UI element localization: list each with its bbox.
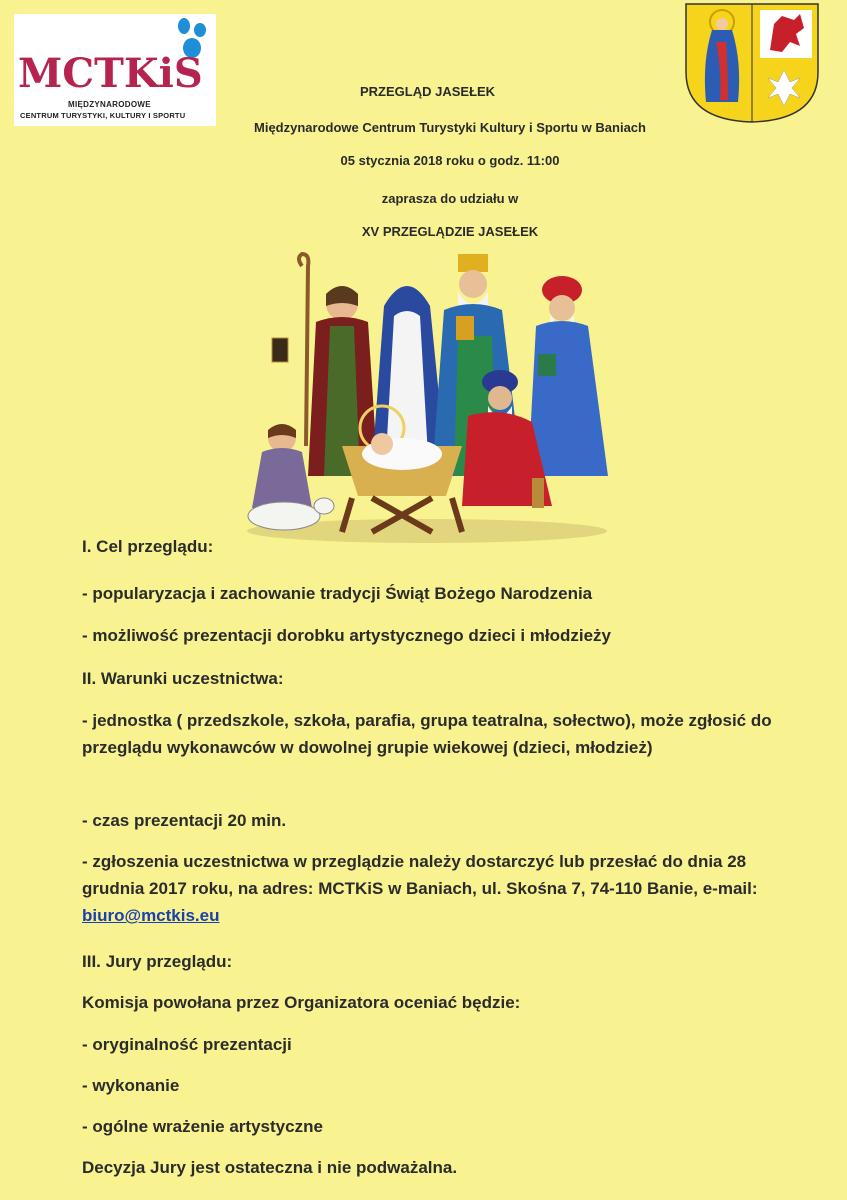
- section-3-item-3: - ogólne wrażenie artystyczne: [82, 1117, 323, 1136]
- final-statement: Decyzja Jury jest ostateczna i nie podważalna.: [82, 1158, 458, 1177]
- section-2-item-3: [82, 848, 812, 929]
- logo-wordmark: MCTKiS: [18, 50, 203, 97]
- section-2-title: II. Warunki uczestnictwa:: [82, 669, 284, 688]
- section-2-item-1: - jednostka ( przedszkole, szkoła, parafia, grupa teatralna, sołectwo), może zgłosić do przeglądu wykonawców w dowolnej grupie wiekowej (dzieci, młodzież): [82, 711, 772, 757]
- section-3-title: III. Jury przeglądu:: [82, 952, 233, 971]
- section-3-intro: Komisja powołana przez Organizatora oceniać będzie:: [82, 993, 521, 1012]
- section-1-item-2: - możliwość prezentacji dorobku artystycznego dzieci i młodzieży: [82, 626, 612, 645]
- section-1-item-1: - popularyzacja i zachowanie tradycji Świąt Bożego Narodzenia: [82, 584, 593, 603]
- contact-email-link[interactable]: biuro@mctkis.eu: [82, 906, 220, 925]
- event-name: XV PRZEGLĄDZIE JASEŁEK: [361, 224, 539, 239]
- event-date: 05 stycznia 2018 roku o godz. 11:00: [340, 153, 560, 168]
- coat-of-arms: [682, 2, 822, 124]
- nativity-illustration: [232, 246, 622, 546]
- section-1-title: I. Cel przeglądu:: [82, 537, 214, 556]
- coat-of-arms-icon: [682, 2, 822, 124]
- section-3-item-1: - oryginalność prezentacji: [82, 1035, 292, 1054]
- logo-subtitle-2: CENTRUM TURYSTYKI, KULTURY I SPORTU: [20, 111, 186, 120]
- section-2-item-2: - czas prezentacji 20 min.: [82, 811, 287, 830]
- poster-title: PRZEGLĄD JASEŁEK: [360, 84, 496, 99]
- nativity-scene-icon: [232, 246, 622, 546]
- section-2-item-3-text: - zgłoszenia uczestnictwa w przeglądzie należy dostarczyć lub przesłać do dnia 28 grudnia 2017 roku, na adres: MCTKiS w Baniach, ul. Skośna 7, 74-110 Banie, e-mail:: [82, 852, 758, 898]
- section-3-item-2: - wykonanie: [82, 1076, 180, 1095]
- logo-subtitle-1: MIĘDZYNARODOWE: [68, 100, 151, 109]
- invite-line: zaprasza do udziału w: [381, 191, 519, 206]
- mctkis-logo: [14, 14, 216, 126]
- organizer-name: Międzynarodowe Centrum Turystyki Kultury i Sportu w Baniach: [254, 120, 646, 135]
